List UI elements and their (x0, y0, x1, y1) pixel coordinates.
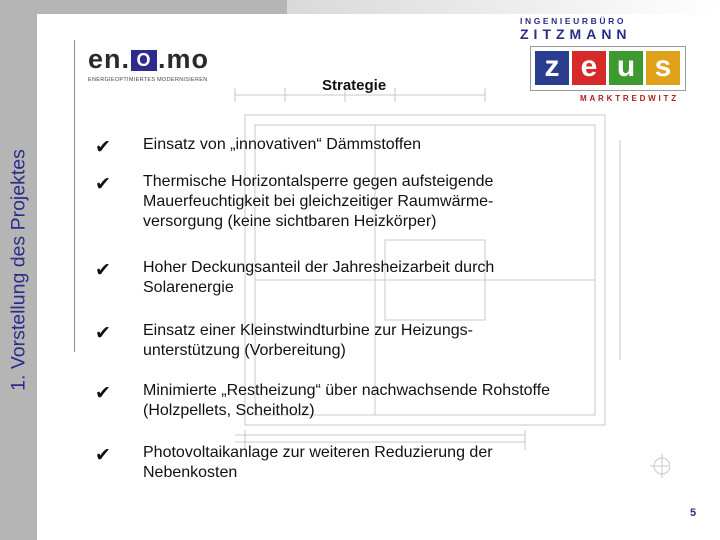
checkmark-icon: ✔ (95, 137, 111, 158)
page-number: 5 (690, 507, 697, 519)
page-title: Strategie (322, 77, 387, 94)
list-item-text: Einsatz einer Kleinstwindturbine zur Heizungs- unterstützung (Vorbereitung) (143, 322, 473, 359)
list-item-text: Hoher Deckungsanteil der Jahresheizarbeit durch Solarenergie (143, 259, 495, 296)
top-bar-left (37, 0, 287, 14)
zeus-letter-s: s (646, 51, 680, 85)
zeus-letter-u: u (609, 51, 643, 85)
logo-tagline: ENERGIEOPTIMIERTES MODERNISIEREN (88, 77, 208, 83)
list-item-text: Einsatz von „innovativen“ Dämmstoffen (143, 136, 422, 153)
checkmark-icon: ✔ (95, 260, 111, 281)
list-item-text: Photovoltaikanlage zur weiteren Reduzierung der Nebenkosten (143, 444, 493, 481)
list-item-text: Minimierte „Restheizung“ über nachwachsende Rohstoffe (Holzpellets, Scheitholz) (143, 382, 551, 419)
zeus-letter-z: z (535, 51, 569, 85)
sidebar-title-container (0, 0, 37, 540)
logo-prefix: en. (88, 44, 131, 74)
zeus-company-line2: ZITZMANN (520, 26, 632, 42)
logo-suffix: .mo (158, 44, 210, 74)
zeus-company-line1: INGENIEURBÜRO (520, 16, 627, 26)
checkmark-icon: ✔ (95, 323, 111, 344)
logo-o-block: O (131, 50, 157, 71)
sidebar-title: 1. Vorstellung des Projektes (7, 149, 29, 391)
divider-line (74, 40, 75, 352)
list-item-text: Thermische Horizontalsperre gegen aufsteigende Mauerfeuchtigkeit bei gleichzeitiger Raumwärme- versorgung (keine sichtbaren Heizkörper) (143, 173, 494, 230)
checkmark-icon: ✔ (95, 383, 111, 404)
top-bar-gradient (287, 0, 720, 14)
zeus-letter-e: e (572, 51, 606, 85)
zeus-company-line3: MARKTREDWITZ (580, 94, 679, 103)
checkmark-icon: ✔ (95, 445, 111, 466)
checkmark-icon: ✔ (95, 174, 111, 195)
enomo-logo (88, 44, 209, 83)
zeus-logo (530, 46, 686, 91)
